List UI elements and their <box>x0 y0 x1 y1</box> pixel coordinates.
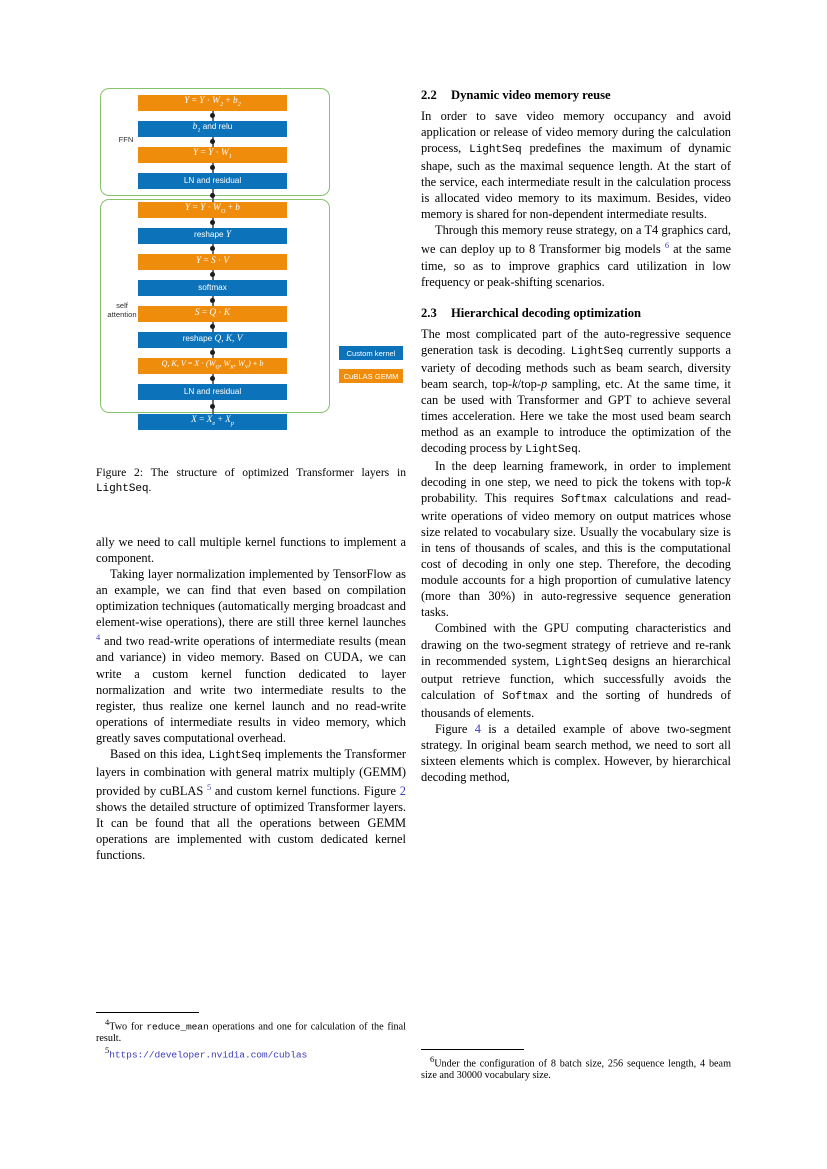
section-heading-2-2 <box>421 88 731 103</box>
para-tf-part2: and two read-write operations of intermediate results (mean and variance) in video memory. Based on CUDA, we can write a custom kernel function dedicated to layer normalization and write two intermediate results to the register, thus realize one kernel launch and no read-write operations of intermediate results in video memory, which greatly saves computational overhead. <box>96 634 406 745</box>
node-y-equals-s-v-gemm: Y = S · V <box>138 254 287 270</box>
paragraph-idea <box>96 746 406 863</box>
node-ffn-input-gemm: $Y = Y \cdot W_1$ <box>138 147 287 163</box>
section-heading-2-3 <box>421 306 731 321</box>
para-idea-part4: shows the detailed structure of optimized Transformer layers. It can be found that all the operations between GEMM operations are implemented with custom dedicated kernel functions. <box>96 800 406 863</box>
p231-part5: . <box>577 440 581 455</box>
paragraph-2-3-1 <box>421 326 731 458</box>
footnote-ref-6[interactable]: 6 <box>664 241 670 251</box>
footnote-5-number: 5 <box>105 1046 110 1056</box>
p222-part2: at the same time, so as to improve graphics card utilization in low frequency or peak-shifting scenarios. <box>421 242 731 289</box>
legend-cublas-gemm: CuBLAS GEMM <box>339 369 403 383</box>
footnote-rule <box>421 1049 524 1050</box>
footnote-5-url[interactable]: https://developer.nvidia.com/cublas <box>109 1049 308 1061</box>
figure-ref-2[interactable]: 2 <box>399 783 406 798</box>
p232-part2: probability. This requires <box>421 491 561 506</box>
para-idea-part1: Based on this idea, <box>110 746 209 761</box>
p221-part2: predefines the maximum of dynamic shape, such as the maximal sequence length. At the start of the service, each intermediate result in the calculation process is allocated video memory to its maximum. Besides, video memory is shared for non-dependent intermediate results. <box>421 141 731 222</box>
italic-k: k <box>512 376 518 391</box>
p232-part3: calculations and read-write operations of video memory on output matrices whose size related to vocabulary size. Usually the vocabulary size is in tens of thousands of scales, and this is the computational cost of decoding in only one step. Therefore, the decoding module accounts for a high proportion of cumulative latency (more than 30%) in auto-regressive sequence generation tasks. <box>421 491 732 620</box>
p232-part1: In the deep learning framework, in order to implement decoding in one step, we need to pick the tokens with top- <box>421 459 731 490</box>
mono-softmax: Softmax <box>502 690 549 703</box>
section-2-3-title: Hierarchical decoding optimization <box>451 305 642 320</box>
para-tf-part1: Taking layer normalization implemented by TensorFlow as an example, we can find that even based on compilation optimization techniques (automatically merging broadcast and element-wise operations), there are still three kernel launches <box>96 567 406 630</box>
paragraph-2-3-3 <box>421 620 731 720</box>
node-softmax-kernel: softmax <box>138 280 287 296</box>
mono-lightseq: LightSeq <box>554 656 608 669</box>
left-column-body <box>96 534 406 863</box>
footnote-4-part1: Two for <box>109 1020 147 1032</box>
footnote-5 <box>96 1045 406 1062</box>
p231-part3: /top- <box>517 376 541 391</box>
mono-lightseq: LightSeq <box>570 345 624 358</box>
section-2-2-number: 2.2 <box>421 88 437 102</box>
node-ln-residual-ffn: LN and residual <box>138 173 287 189</box>
footnote-ref-4[interactable]: 4 <box>96 633 101 643</box>
legend-custom-kernel: Custom kernel <box>339 346 403 360</box>
paragraph-continued: ally we need to call multiple kernel functions to implement a component. <box>96 535 406 566</box>
p234-part2: is a detailed example of above two-segment strategy. In original beam search method, we need to sort all sixteen elements which is complex. However, by hierarchical decoding method, <box>421 721 732 784</box>
section-spacer <box>421 290 731 306</box>
mono-softmax: Softmax <box>560 494 607 507</box>
node-embedding-sum: $X = X_e + X_p$ <box>138 414 287 430</box>
node-bias-relu-kernel: $b_1$ and relu <box>138 121 287 137</box>
paragraph-2-3-2 <box>421 458 731 620</box>
right-column-footnotes <box>421 1049 731 1082</box>
footnote-rule <box>96 1012 199 1013</box>
para-idea-part2: implements the Transformer layers in combination with general matrix multiply (GEMM) provided by cuBLAS <box>96 746 406 798</box>
p234-part1: Figure <box>435 721 475 736</box>
p231-part1: The most complicated part of the auto-regressive sequence generation task is decoding. <box>421 326 731 357</box>
paragraph-2-3-4 <box>421 721 731 785</box>
p231-part4: sampling, etc. At the same time, it can be used with Transformer and GPT to achieve several times acceleration. Here we take the most used beam search method as an example to introduce the optimization of the decoding process by <box>421 376 732 455</box>
p233-part3: and the sorting of hundreds of thousands of elements. <box>421 687 731 720</box>
node-attn-output-gemm: $Y = Y \cdot W_O + b$ <box>138 202 287 218</box>
paragraph-2-2-2 <box>421 222 731 289</box>
caption-text-before: The structure of optimized Transformer layers in <box>143 466 406 479</box>
group-label-self-attention: self attention <box>107 301 137 320</box>
footnote-4-mono: reduce_mean <box>146 1020 209 1032</box>
paragraph-tensorflow <box>96 566 406 746</box>
italic-k: k <box>725 475 731 490</box>
left-column-footnotes <box>96 1012 406 1062</box>
node-ln-residual-attention: LN and residual <box>138 384 287 400</box>
node-s-equals-q-k-gemm: S = Q · K <box>138 306 287 322</box>
footnote-6-text: Under the configuration of 8 batch size, 256 sequence length, 4 beam size and 30000 vocabulary size. <box>421 1057 731 1082</box>
mono-lightseq: LightSeq <box>469 144 522 157</box>
connector-dot <box>210 193 215 198</box>
node-ffn-output-gemm: $Y = Y \cdot W_2 + b_2$ <box>138 95 287 111</box>
group-label-ffn: FFN <box>118 135 134 144</box>
p222-part1: Through this memory reuse strategy, on a T4 graphics card, we can deploy up to 8 Transformer big models <box>421 223 731 257</box>
right-column-body <box>421 88 731 785</box>
section-2-3-number: 2.3 <box>421 305 437 320</box>
caption-label: Figure 2: <box>96 466 144 479</box>
paragraph-2-2-1 <box>421 108 731 222</box>
footnote-4 <box>96 1017 406 1046</box>
caption-text-after: . <box>148 480 152 494</box>
node-reshape-qkv: reshape Q, K, V <box>138 332 287 348</box>
node-qkv-projection-gemm: Q, K, $V = X \cdot (W_Q$, $W_K$, $W_V) + b$ <box>138 358 287 374</box>
caption-mono-lightseq: LightSeq <box>96 482 149 495</box>
mono-lightseq: LightSeq <box>208 749 262 762</box>
footnote-6 <box>421 1054 731 1083</box>
footnote-ref-5[interactable]: 5 <box>207 782 212 792</box>
node-reshape-y: reshape Y <box>138 228 287 244</box>
figure-ref-4[interactable]: 4 <box>474 721 481 736</box>
figure-2-caption <box>96 466 406 496</box>
mono-lightseq-2: LightSeq <box>525 443 578 456</box>
footnote-4-part2: operations and one for calculation of the final result. <box>96 1020 406 1045</box>
figure-2-diagram <box>96 86 406 446</box>
section-2-2-title: Dynamic video memory reuse <box>451 88 611 102</box>
footnote-6-number: 6 <box>430 1054 435 1064</box>
italic-p: p <box>541 376 548 391</box>
p233-part1: Combined with the GPU computing characteristics and drawing on the two-segment strategy of retrieve and re-rank in recommended system, <box>421 621 731 668</box>
para-idea-part3: and custom kernel functions. Figure <box>211 783 400 798</box>
p233-part2: designs an hierarchical output retrieve function, which successfully avoids the calculation of <box>421 653 731 702</box>
p231-part2: currently supports a variety of decoding methods such as beam search, diversity beam search, top- <box>421 342 731 391</box>
p221-part1: In order to save video memory occupancy and avoid application or release of video memory during the calculation process, <box>421 109 731 156</box>
footnote-4-number: 4 <box>105 1017 110 1027</box>
